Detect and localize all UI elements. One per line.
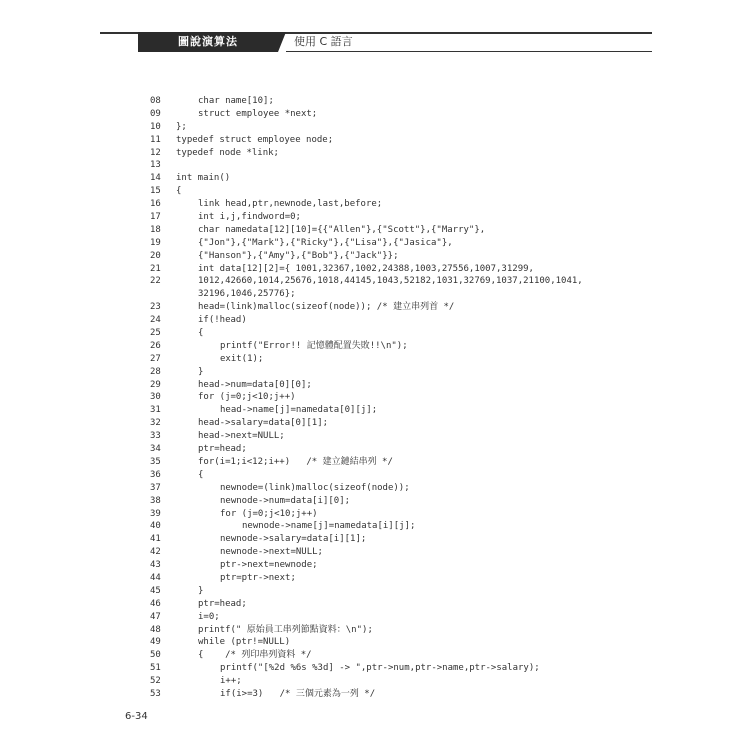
line-text: head->next=NULL; [198, 431, 285, 442]
code-line [150, 211, 710, 224]
line-number: 50 [150, 650, 161, 661]
line-text: link head,ptr,newnode,last,before; [198, 199, 383, 210]
line-number: 41 [150, 534, 161, 545]
line-number: 24 [150, 315, 161, 326]
code-line [150, 559, 710, 572]
line-text: head->num=data[0][0]; [198, 379, 312, 390]
code-line [150, 224, 710, 237]
code-line [150, 250, 710, 263]
code-line [150, 482, 710, 495]
line-text: newnode->salary=data[i][1]; [220, 534, 367, 545]
line-number: 38 [150, 495, 161, 506]
line-text: { /* 列印串列資料 */ [198, 650, 312, 661]
line-number: 26 [150, 340, 161, 351]
code-line [150, 185, 710, 198]
code-line [150, 159, 710, 172]
code-line [150, 198, 710, 211]
line-number: 28 [150, 366, 161, 377]
line-text: struct employee *next; [198, 108, 318, 119]
line-number: 17 [150, 212, 161, 223]
page-header [100, 32, 652, 52]
line-text: { [198, 328, 204, 339]
code-line [150, 172, 710, 185]
code-line [150, 327, 710, 340]
line-number: 20 [150, 250, 161, 261]
line-number: 48 [150, 624, 161, 635]
code-line [150, 662, 710, 675]
line-text: newnode->name[j]=namedata[i][j]; [242, 521, 416, 532]
line-text: {"Jon"},{"Mark"},{"Ricky"},{"Lisa"},{"Jasica"}, [198, 237, 453, 248]
line-number: 53 [150, 688, 161, 699]
book-subtitle: 使用 C 語言 [294, 35, 353, 48]
code-line [150, 263, 710, 276]
code-line [150, 495, 710, 508]
line-text: ptr=ptr->next; [220, 572, 296, 583]
line-text: newnode=(link)malloc(sizeof(node)); [220, 482, 410, 493]
code-line [150, 688, 710, 701]
line-number: 40 [150, 521, 161, 532]
line-text: ptr=head; [198, 598, 247, 609]
code-line [150, 443, 710, 456]
line-number: 35 [150, 456, 161, 467]
line-text: char name[10]; [198, 96, 274, 106]
line-number: 23 [150, 302, 161, 313]
line-text: { [176, 186, 182, 197]
line-number: 42 [150, 547, 161, 558]
line-number: 33 [150, 431, 161, 442]
line-text: typedef struct employee node; [176, 134, 334, 145]
code-line [150, 353, 710, 366]
code-line [150, 546, 710, 559]
line-number: 19 [150, 237, 161, 248]
code-line [150, 288, 710, 301]
line-text: printf(" 原始員工串列節點資料：\n"); [198, 624, 373, 635]
code-line [150, 469, 710, 482]
line-number: 51 [150, 663, 161, 674]
line-text: for (j=0;j<10;j++) [198, 392, 296, 403]
header-underline [286, 51, 652, 52]
line-number: 31 [150, 405, 161, 416]
code-line [150, 275, 710, 288]
line-text: ptr->next=newnode; [220, 560, 318, 571]
code-line [150, 134, 710, 147]
line-text: newnode->next=NULL; [220, 547, 323, 558]
line-number: 18 [150, 224, 161, 235]
code-line [150, 121, 710, 134]
line-text: head->salary=data[0][1]; [198, 418, 329, 429]
line-text: ptr=head; [198, 444, 247, 455]
line-text: i++; [220, 676, 242, 687]
code-line [150, 649, 710, 662]
line-number: 37 [150, 482, 161, 493]
code-line [150, 404, 710, 417]
code-line [150, 391, 710, 404]
line-text: int data[12][2]={ 1001,32367,1002,24388,1003,27556,1007,31299, [198, 263, 534, 274]
line-number: 45 [150, 585, 161, 596]
line-text: if(i>=3) /* 三個元素為一列 */ [220, 688, 376, 699]
book-title-notch [278, 32, 286, 52]
line-text: }; [176, 121, 187, 132]
code-line [150, 520, 710, 533]
line-number: 15 [150, 186, 161, 197]
line-text: } [198, 366, 204, 377]
line-number: 08 [150, 96, 161, 106]
line-number: 10 [150, 121, 161, 132]
code-line [150, 147, 710, 160]
code-line [150, 624, 710, 637]
line-number: 13 [150, 160, 161, 171]
line-number: 46 [150, 598, 161, 609]
code-line [150, 585, 710, 598]
line-number: 29 [150, 379, 161, 390]
code-line [150, 417, 710, 430]
line-text: typedef node *link; [176, 147, 279, 158]
line-number: 47 [150, 611, 161, 622]
code-line [150, 108, 710, 121]
line-text: 32196,1046,25776}; [198, 289, 296, 300]
code-line [150, 379, 710, 392]
code-line [150, 533, 710, 546]
line-number: 39 [150, 508, 161, 519]
line-number: 09 [150, 108, 161, 119]
code-line [150, 366, 710, 379]
page-number: 6-34 [125, 711, 148, 722]
code-line [150, 456, 710, 469]
code-line [150, 598, 710, 611]
code-listing [150, 95, 710, 701]
line-text: head->name[j]=namedata[0][j]; [220, 405, 378, 416]
code-line [150, 611, 710, 624]
line-number: 14 [150, 173, 161, 184]
line-text: {"Hanson"},{"Amy"},{"Bob"},{"Jack"}}; [198, 250, 399, 261]
line-text: 1012,42660,1014,25676,1018,44145,1043,52182,1031,32769,1037,21100,1041, [198, 276, 583, 287]
line-number: 27 [150, 353, 161, 364]
line-text: int main() [176, 173, 231, 184]
line-number: 11 [150, 134, 161, 145]
line-number: 49 [150, 637, 161, 648]
line-text: while (ptr!=NULL) [198, 637, 291, 648]
line-number: 12 [150, 147, 161, 158]
line-text: for (j=0;j<10;j++) [220, 508, 318, 519]
code-line [150, 237, 710, 250]
line-text: exit(1); [220, 353, 264, 364]
line-text: char namedata[12][10]={{"Allen"},{"Scott"},{"Marry"}, [198, 224, 486, 235]
line-number: 22 [150, 276, 161, 287]
code-line [150, 636, 710, 649]
line-text: { [198, 469, 204, 480]
book-title: 圖說演算法 [138, 32, 278, 52]
line-text: int i,j,findword=0; [198, 212, 301, 223]
code-line [150, 301, 710, 314]
code-line [150, 675, 710, 688]
line-number: 34 [150, 444, 161, 455]
line-number [150, 288, 176, 301]
line-text: printf("[%2d %6s %3d] -> ",ptr->num,ptr->name,ptr->salary); [220, 663, 540, 674]
line-text: for(i=1;i<12;i++) /* 建立鏈結串列 */ [198, 456, 393, 467]
line-number: 32 [150, 418, 161, 429]
code-line [150, 508, 710, 521]
code-line [150, 340, 710, 353]
code-line [150, 430, 710, 443]
line-text: printf("Error!! 記憶體配置失敗!!\n"); [220, 340, 408, 351]
line-number: 30 [150, 392, 161, 403]
line-text: } [198, 585, 204, 596]
line-text: head=(link)malloc(sizeof(node)); /* 建立串列首 */ [198, 302, 455, 313]
line-text: i=0; [198, 611, 220, 622]
line-number: 44 [150, 572, 161, 583]
line-number: 43 [150, 560, 161, 571]
line-number: 52 [150, 676, 161, 687]
line-text: if(!head) [198, 315, 247, 326]
line-text: newnode->num=data[i][0]; [220, 495, 351, 506]
code-line [150, 314, 710, 327]
line-number: 36 [150, 469, 161, 480]
line-text [176, 159, 710, 172]
line-number: 21 [150, 263, 161, 274]
code-line [150, 95, 710, 108]
code-line [150, 572, 710, 585]
line-number: 25 [150, 328, 161, 339]
line-number: 16 [150, 199, 161, 210]
